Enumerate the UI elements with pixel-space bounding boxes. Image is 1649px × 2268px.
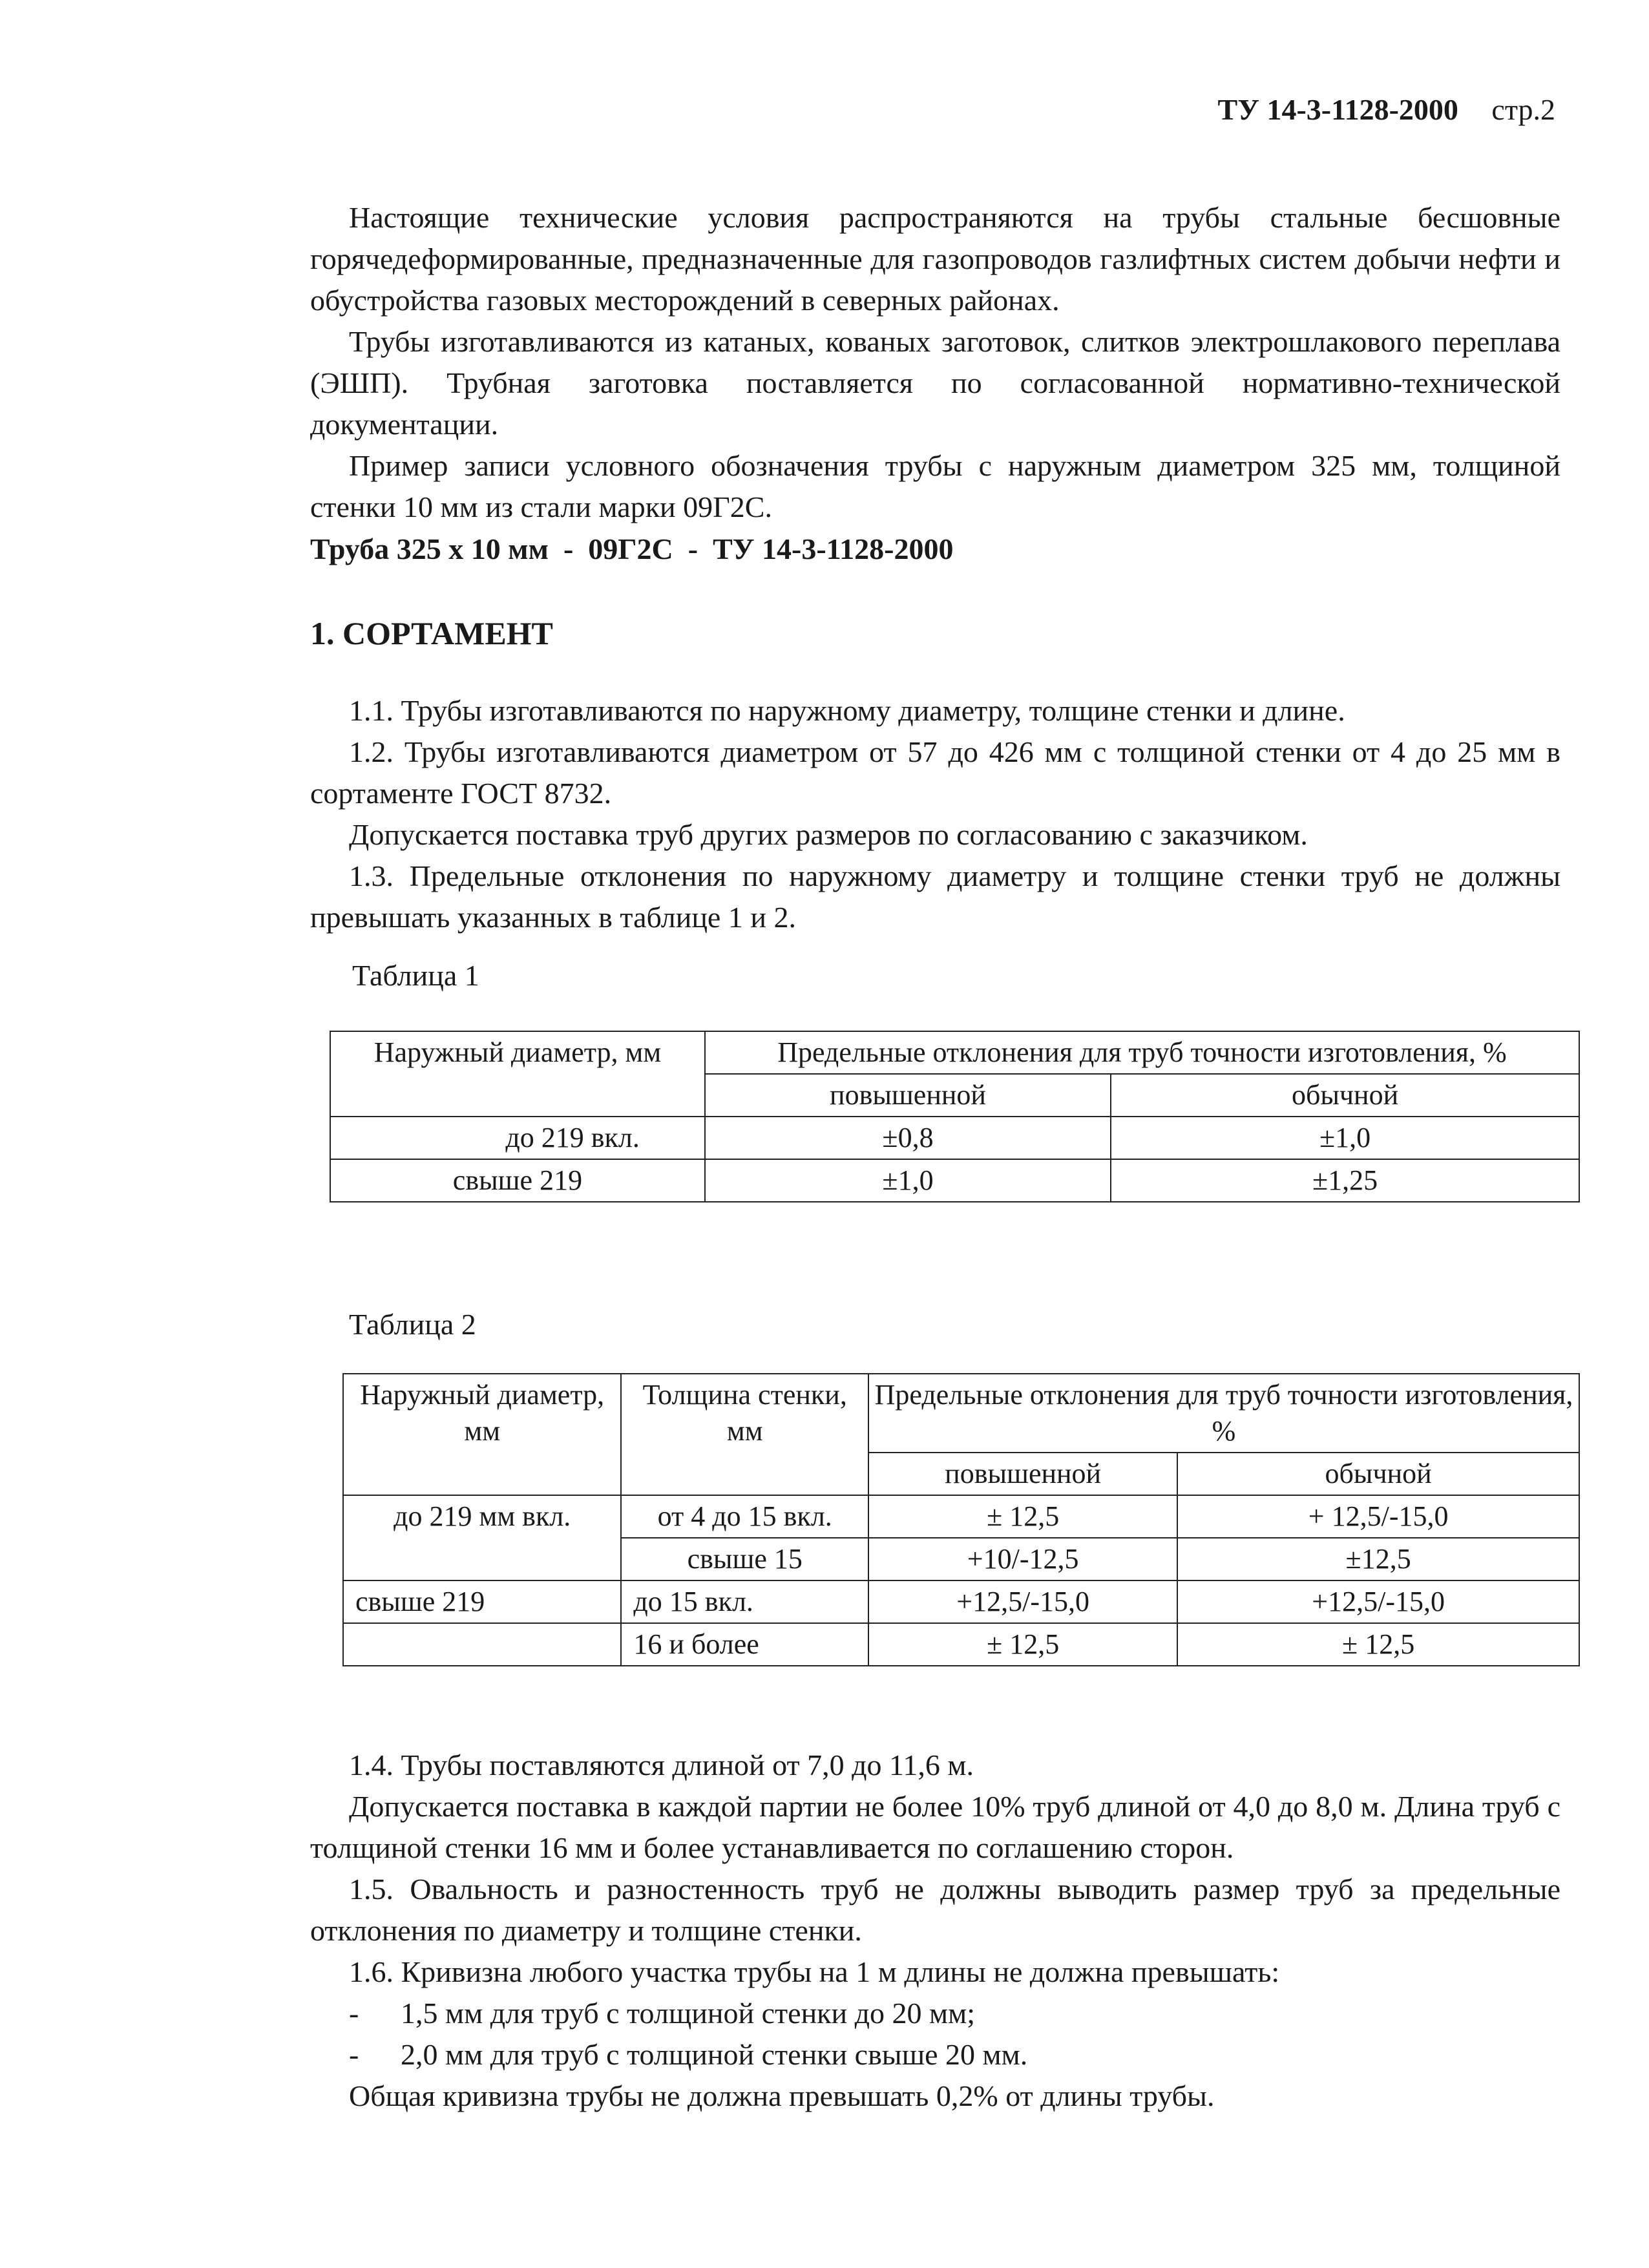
table-row [330,1117,1579,1159]
table2-header-deviation: Предельные отклонения для труб точности изготовления, % [868,1374,1579,1453]
table2-cell-normal: +12,5/-15,0 [1177,1580,1579,1623]
clause-total-curvature: Общая кривизна трубы не должна превышать 0,2% от длины трубы. [349,2079,1215,2112]
table1 [330,1031,1580,1202]
table-row [343,1495,1579,1538]
table1-header-diameter: Наружный диаметр, мм [330,1031,705,1117]
table1-cell-diameter: свыше 219 [330,1159,705,1202]
table1-header-deviation: Предельные отклонения для труб точности изготовления, % [705,1031,1579,1074]
intro-paragraph-material: Трубы изготавливаются из катаных, кованых заготовок, слитков электрошлакового переплава (ЭШП). Трубная заготовка поставляется по согласованной нормативно-технической документации. [310,325,1560,441]
table-row [343,1623,1579,1666]
table-row [330,1159,1579,1202]
clause-1-5: 1.5. Овальность и разностенность труб не должны выводить размер труб за предельные отклонения по диаметру и толщине стенки. [310,1873,1560,1947]
clause-1-4: 1.4. Трубы поставляются длиной от 7,0 до 11,6 м. [349,1748,974,1781]
table2-cell-diameter: свыше 219 [343,1580,621,1623]
table2-cell-wall: 16 и более [621,1623,868,1666]
table1-header-normal: обычной [1111,1074,1579,1117]
table2-header-normal: обычной [1177,1453,1579,1495]
intro-section [310,197,1560,528]
table1-cell-high: ±1,0 [705,1159,1111,1202]
table1-cell-normal: ±1,25 [1111,1159,1579,1202]
table2-cell-normal: + 12,5/-15,0 [1177,1495,1579,1538]
list-item [310,1993,1560,2034]
clause-1-6: 1.6. Кривизна любого участка трубы на 1 м длины не должна превышать: [349,1955,1280,1988]
section-heading: 1. СОРТАМЕНТ [310,615,553,651]
table2-cell-wall: свыше 15 [621,1538,868,1580]
table2-header-diameter: Наружный диаметр, мм [343,1374,621,1495]
table2-cell-wall: до 15 вкл. [621,1580,868,1623]
table1-cell-normal: ±1,0 [1111,1117,1579,1159]
table1-cell-high: ±0,8 [705,1117,1111,1159]
list-item [310,2034,1560,2075]
table-row [343,1580,1579,1623]
table1-header-high: повышенной [705,1074,1111,1117]
list-item-text: 1,5 мм для труб с толщиной стенки до 20 мм; [401,1997,976,2030]
table2-cell-normal: ± 12,5 [1177,1623,1579,1666]
table1-caption: Таблица 1 [352,959,479,992]
table2-cell-wall: от 4 до 15 вкл. [621,1495,868,1538]
table1-cell-diameter: до 219 вкл. [330,1117,705,1159]
table2-cell-high: ± 12,5 [868,1623,1177,1666]
table2-cell-high: +10/-12,5 [868,1538,1177,1580]
intro-paragraph-scope: Настоящие технические условия распространяются на трубы стальные бесшовные горячедеформированные, предназначенные для газопроводов газлифтных систем добычи нефти и обустройства газовых месторождений в северных районах. [310,201,1560,317]
designation-example: Труба 325 х 10 мм - 09Г2С - ТУ 14-3-1128-2000 [310,532,954,565]
table2-header-wall: Толщина стенки, мм [621,1374,868,1495]
table2-cell-normal: ±12,5 [1177,1538,1579,1580]
clause-1-4-allowance: Допускается поставка в каждой партии не более 10% труб длиной от 4,0 до 8,0 м. Длина труб с толщиной стенки 16 мм и более устанавливается по соглашению сторон. [310,1790,1560,1864]
table2-cell-diameter: до 219 мм вкл. [343,1495,621,1580]
clause-1-3: 1.3. Предельные отклонения по наружному диаметру и толщине стенки труб не должны превышать указанных в таблице 1 и 2. [310,859,1560,934]
intro-paragraph-example: Пример записи условного обозначения трубы с наружным диаметром 325 мм, толщиной стенки 10 мм из стали марки 09Г2С. [310,449,1560,523]
clause-1-1: 1.1. Трубы изготавливаются по наружному диаметру, толщине стенки и длине. [349,694,1345,727]
list-item-text: 2,0 мм для труб с толщиной стенки свыше 20 мм. [401,2038,1028,2071]
dash-marker: - [349,2038,359,2071]
section-body [310,690,1560,938]
table2-cell-high: +12,5/-15,0 [868,1580,1177,1623]
section-body-continued [310,1745,1560,2117]
clause-1-2: 1.2. Трубы изготавливаются диаметром от 57 до 426 мм с толщиной стенки от 4 до 25 мм в сортаменте ГОСТ 8732. [310,735,1560,810]
page-header [1218,90,1555,129]
dash-marker: - [349,1997,359,2030]
document-code: ТУ 14-3-1128-2000 [1217,93,1458,126]
table2 [342,1373,1580,1666]
page-number: стр.2 [1491,93,1555,126]
table2-caption: Таблица 2 [349,1308,476,1341]
table2-header-high: повышенной [868,1453,1177,1495]
table2-cell-high: ± 12,5 [868,1495,1177,1538]
table2-cell-diameter [343,1623,621,1666]
clause-allowance: Допускается поставка труб других размеров по согласованию с заказчиком. [349,818,1308,851]
